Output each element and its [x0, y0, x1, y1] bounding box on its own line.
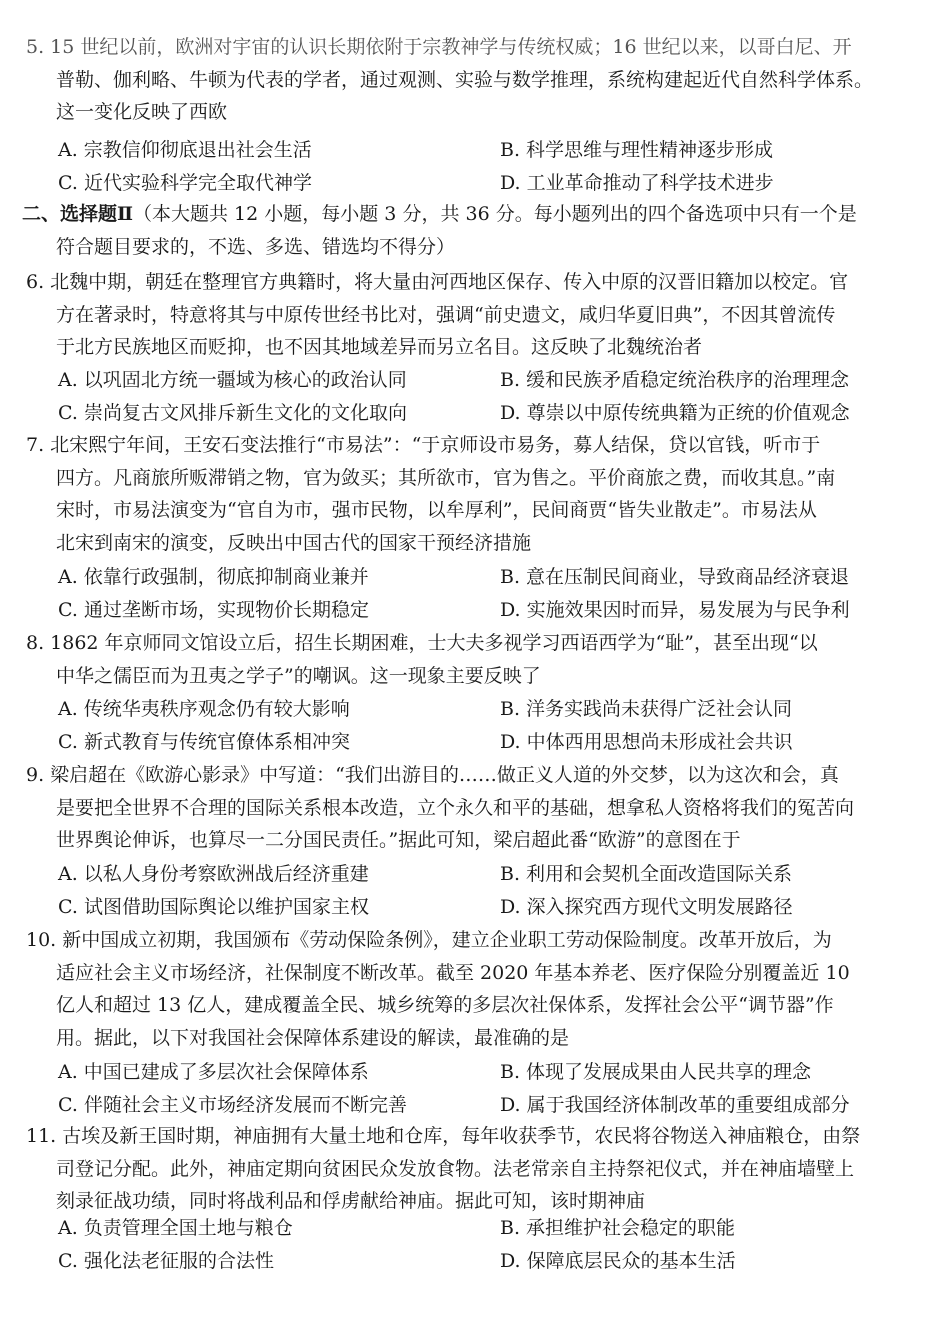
question-9-line-2: 是要把全世界不合理的国际关系根本改造，立个永久和平的基础，想拿私人资格将我们的冤苦向: [56, 796, 855, 819]
question-11-option-a: A. 负责管理全国土地与粮仓: [58, 1217, 293, 1239]
question-5-option-d: D. 工业革命推动了科学技术进步: [500, 171, 774, 194]
question-9-option-c: C. 试图借助国际舆论以维护国家主权: [58, 895, 369, 918]
question-10-option-b: B. 体现了发展成果由人民共享的理念: [500, 1061, 812, 1083]
question-6-line-1: 6. 北魏中期，朝廷在整理官方典籍时，将大量由河西地区保存、传入中原的汉晋旧籍加以校定。官: [26, 271, 849, 293]
question-8-option-c: C. 新式教育与传统官僚体系相冲突: [58, 730, 350, 753]
question-5-options: [58, 134, 924, 199]
question-7-option-a: A. 依靠行政强制，彻底抑制商业兼并: [58, 566, 369, 588]
section-2-instructions: （本大题共 12 小题，每小题 3 分，共 36 分。每小题列出的四个备选项中只有一个是: [133, 203, 857, 225]
question-7-option-d: D. 实施效果因时而异，易发展为与民争利: [500, 598, 850, 621]
question-11-line-1: 11. 古埃及新王国时期，神庙拥有大量土地和仓库，每年收获季节，农民将谷物送入神庙粮仓，由祭: [26, 1125, 861, 1147]
question-11-option-d: D. 保障底层民众的基本生活: [500, 1249, 736, 1272]
question-7-line-4: 北宋到南宋的演变，反映出中国古代的国家干预经济措施: [56, 531, 532, 554]
question-7-line-1: 7. 北宋熙宁年间，王安石变法推行“市易法”：“于京师设市易务，募人结保，贷以官钱，听市于: [26, 434, 821, 456]
question-9-option-a: A. 以私人身份考察欧洲战后经济重建: [58, 863, 369, 885]
question-5-option-a: A. 宗教信仰彻底退出社会生活: [58, 139, 312, 161]
question-8-options: [58, 693, 924, 758]
question-5-line-2: 普勒、伽利略、牛顿为代表的学者，通过观测、实验与数学推理，系统构建起近代自然科学体系。: [56, 68, 874, 91]
question-10-line-3: 亿人和超过 13 亿人，建成覆盖全民、城乡统筹的多层次社保体系，发挥社会公平“调节器”作: [56, 994, 834, 1016]
question-11: [26, 1120, 924, 1218]
question-9-line-1: 9. 梁启超在《欧游心影录》中写道：“我们出游目的……做正义人道的外交梦，以为这次和会，真: [26, 764, 839, 786]
question-7-line-3: 宋时，市易法演变为“官自为市，强市民物，以牟厚利”，民间商贾“皆失业散走”。市易法从: [56, 499, 817, 521]
question-6-option-d: D. 尊崇以中原传统典籍为正统的价值观念: [500, 401, 850, 424]
question-5-option-c: C. 近代实验科学完全取代神学: [58, 171, 312, 194]
question-6: [26, 266, 924, 364]
question-10-option-c: C. 伴随社会主义市场经济发展而不断完善: [58, 1093, 407, 1116]
question-11-line-2: 司登记分配。此外，神庙定期向贫困民众发放食物。法老常亲自主持祭祀仪式，并在神庙墙壁上: [56, 1157, 855, 1180]
question-7-option-c: C. 通过垄断市场，实现物价长期稳定: [58, 598, 369, 621]
question-6-options: [58, 364, 924, 429]
question-6-line-3: 于北方民族地区而贬抑，也不因其地域差异而另立名目。这反映了北魏统治者: [56, 336, 703, 358]
question-7-options: [58, 561, 924, 626]
question-10-line-1: 10. 新中国成立初期，我国颁布《劳动保险条例》，建立企业职工劳动保险制度。改革开放后，为: [26, 929, 832, 951]
question-11-line-3: 刻录征战功绩，同时将战利品和俘虏献给神庙。据此可知，该时期神庙: [56, 1190, 646, 1212]
question-10-option-d: D. 属于我国经济体制改革的重要组成部分: [500, 1093, 850, 1116]
question-8: [26, 627, 924, 692]
question-10-option-a: A. 中国已建成了多层次社会保障体系: [58, 1061, 369, 1083]
question-8-line-1: 8. 1862 年京师同文馆设立后，招生长期困难，士大夫多视学习西语西学为“耻”，甚至出现“以: [26, 632, 818, 654]
question-7-option-b: B. 意在压制民间商业，导致商品经济衰退: [500, 566, 850, 588]
section-2-title: 二、选择题Ⅱ: [22, 203, 134, 225]
question-11-option-c: C. 强化法老征服的合法性: [58, 1249, 274, 1272]
section-2-header: [22, 198, 926, 263]
question-6-option-a: A. 以巩固北方统一疆域为核心的政治认同: [58, 369, 407, 391]
question-9-option-b: B. 利用和会契机全面改造国际关系: [500, 863, 793, 885]
question-5-line-1: 5. 15 世纪以前，欧洲对宇宙的认识长期依附于宗教神学与传统权威；16 世纪以来，以哥白尼、开: [26, 36, 852, 58]
question-10-line-2: 适应社会主义市场经济，社保制度不断改革。截至 2020 年基本养老、医疗保险分别覆盖近 10: [56, 961, 850, 984]
question-5-line-3: 这一变化反映了西欧: [56, 101, 228, 123]
question-10-line-4: 用。据此，以下对我国社会保障体系建设的解读，最准确的是: [56, 1026, 570, 1049]
question-11-options: [58, 1212, 924, 1277]
question-6-option-c: C. 崇尚复古文风排斥新生文化的文化取向: [58, 401, 407, 424]
question-6-option-b: B. 缓和民族矛盾稳定统治秩序的治理理念: [500, 369, 850, 391]
question-10: [26, 924, 924, 1054]
question-7: [26, 429, 924, 559]
section-2-instructions-line-2: 符合题目要求的，不选、多选、错选均不得分）: [56, 235, 456, 258]
question-8-option-a: A. 传统华夷秩序观念仍有较大影响: [58, 698, 350, 720]
question-5: [26, 31, 924, 129]
question-8-line-2: 中华之儒臣而为丑夷之学子”的嘲讽。这一现象主要反映了: [56, 664, 541, 687]
question-11-option-b: B. 承担维护社会稳定的职能: [500, 1217, 736, 1239]
question-9: [26, 759, 924, 857]
question-9-line-3: 世界舆论伸诉，也算尽一二分国民责任。”据此可知，梁启超此番“欧游”的意图在于: [56, 829, 741, 851]
question-8-option-b: B. 洋务实践尚未获得广泛社会认同: [500, 698, 793, 720]
question-9-option-d: D. 深入探究西方现代文明发展路径: [500, 895, 793, 918]
question-9-options: [58, 858, 924, 923]
question-5-option-b: B. 科学思维与理性精神逐步形成: [500, 139, 774, 161]
question-6-line-2: 方在著录时，特意将其与中原传世经书比对，强调“前史遗文，咸归华夏旧典”，不因其曾流传: [56, 303, 836, 326]
question-7-line-2: 四方。凡商旅所贩滞销之物，官为敛买；其所欲市，官为售之。平价商旅之费，而收其息。”南: [56, 466, 836, 489]
question-10-options: [58, 1056, 924, 1121]
question-8-option-d: D. 中体西用思想尚未形成社会共识: [500, 730, 793, 753]
